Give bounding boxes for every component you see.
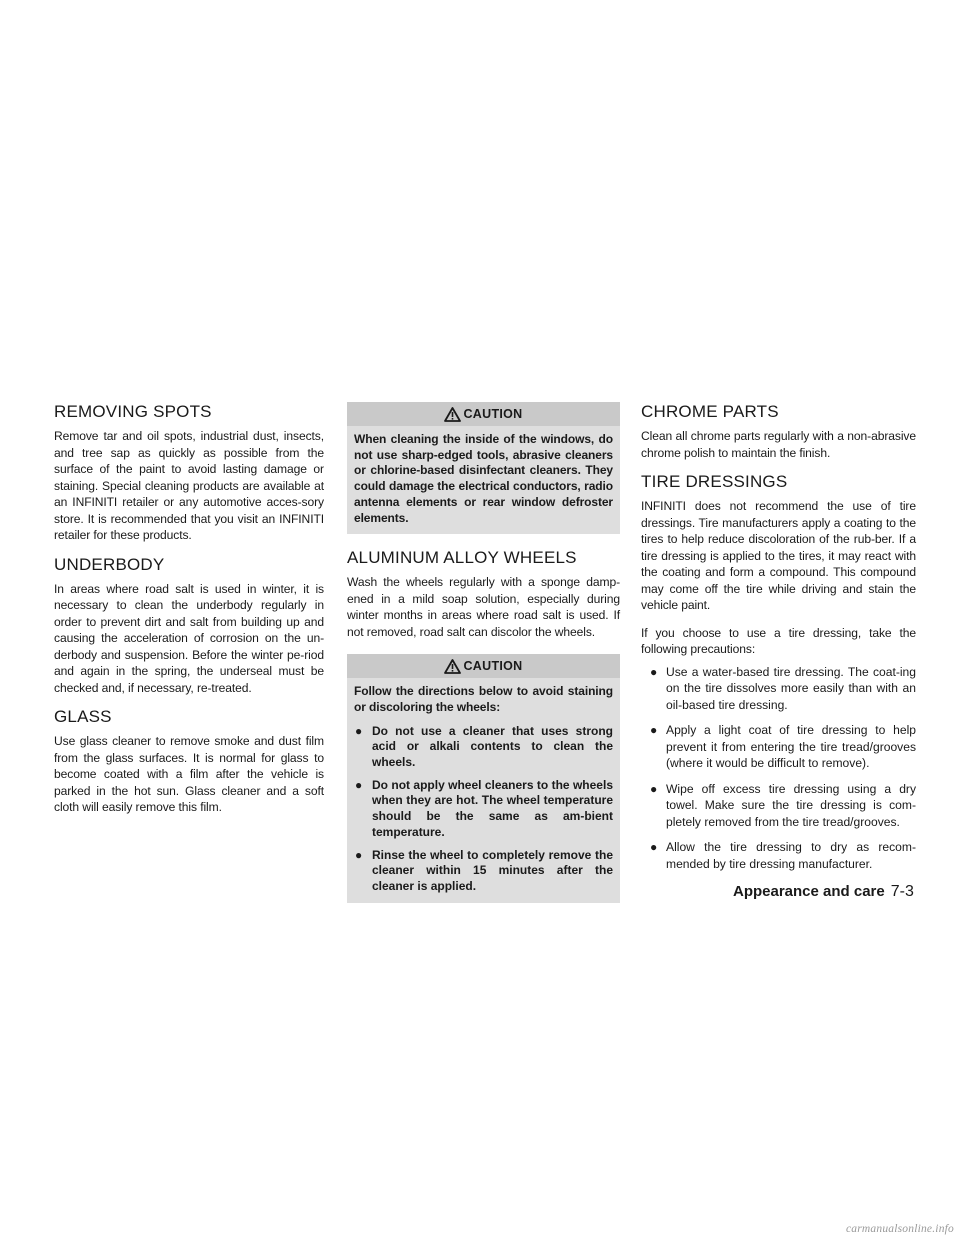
page-footer (733, 883, 914, 901)
list-item: ● Wipe off excess tire dressing using a dry towel. Make sure the tire dressing is com-pletely removed from the tire tread/grooves. (650, 781, 916, 829)
section-title-underbody: UNDERBODY (54, 554, 165, 574)
page-number: 7-3 (890, 883, 914, 900)
tire-precautions-intro: If you choose to use a tire dressing, take the following precautions: (641, 625, 916, 656)
watermark: carmanualsonline.info (845, 1223, 954, 1235)
caution-wheels-list (354, 724, 613, 895)
list-item: ● Rinse the wheel to completely remove the cleaner within 15 minutes after the cleaner is applied. (355, 847, 613, 893)
caution-wheels-intro: Follow the directions below to avoid staining or discoloring the wheels: (354, 684, 613, 714)
caution-header (347, 654, 620, 678)
list-item: ● Do not use a cleaner that uses strong acid or alkali contents to clean the wheels. (355, 723, 613, 770)
list-item: ● Do not apply wheel cleaners to the wheels when they are hot. The wheel temperature should be the same as am-bient temperature. (355, 777, 613, 839)
chrome-text: Clean all chrome parts regularly with a non-abrasive chrome polish to maintain the finish. (641, 429, 916, 460)
underbody-text: In areas where road salt is used in winter, it is necessary to clean the underbody regularly in order to prevent dirt and salt from building up and causing the acceleration of corrosion on the un-derbody and suspension. Before the winter pe-riod and again in the spring, the underseal must be checked and, if necessary, re-treated. (54, 581, 324, 695)
warning-triangle-icon (444, 407, 461, 422)
bullet-icon: ● (355, 723, 363, 738)
column-middle (347, 402, 620, 903)
caution-box-windows (347, 402, 620, 534)
tire-dressings-text: INFINITI does not recommend the use of tire dressings. Tire manufacturers apply a coating to the tires to help reduce discoloration of the rub-ber. If a tire dressing is applied to the tires, it may react with the coating and form a compound. This compound may come off the tire while driving and stain the vehicle paint. (641, 499, 916, 612)
column-left (54, 402, 324, 827)
caution-label: CAUTION (463, 659, 523, 674)
glass-text: Use glass cleaner to remove smoke and dust film from the glass surfaces. It is normal for glass to become coated with a film after the vehicle is parked in the hot sun. Glass cleaner and a soft cloth will easily remove this film. (54, 734, 324, 814)
section-title-chrome-parts: CHROME PARTS (641, 402, 779, 421)
bullet-icon: ● (355, 777, 363, 792)
section-title-aluminum-alloy-wheels: ALUMINUM ALLOY WHEELS (347, 548, 577, 568)
caution-label: CAUTION (463, 407, 523, 421)
section-title-tire-dressings: TIRE DRESSINGS (641, 472, 788, 491)
alloy-wheels-text: Wash the wheels regularly with a sponge damp-ened in a mild soap solution, especially during winter months in areas where road salt is used. If not removed, road salt can discolor the wheels. (347, 575, 620, 639)
bullet-icon: ● (650, 664, 658, 679)
bullet-icon: ● (355, 847, 363, 862)
footer-section-title: Appearance and care (733, 883, 885, 900)
tire-precautions-list (641, 664, 916, 873)
caution-box-wheels (347, 654, 620, 902)
bullet-icon: ● (650, 723, 658, 737)
bullet-icon: ● (650, 840, 658, 854)
list-item: ● Apply a light coat of tire dressing to help prevent it from entering the tire tread/grooves (where it would be difficult to remove). (650, 723, 916, 770)
section-title-glass: GLASS (54, 707, 112, 726)
warning-triangle-icon (444, 659, 461, 674)
removing-spots-text: Remove tar and oil spots, industrial dust, insects, and tree sap as quickly as possible from the surface of the paint to avoid lasting damage or staining. Special cleaning products are available at an INFINITI retailer or any automotive acces-sory store. It is recommended that you visit an INFINITI retailer for these products. (54, 429, 324, 542)
caution-header (347, 402, 620, 426)
list-item: ● Allow the tire dressing to dry as recom-mended by tire dressing manufacturer. (650, 840, 916, 871)
bullet-icon: ● (650, 781, 658, 796)
list-item: ● Use a water-based tire dressing. The coat-ing on the tire dissolves more easily than with an oil-based tire dressing. (650, 664, 916, 712)
caution-windows-text: When cleaning the inside of the windows, do not use sharp-edged tools, abrasive cleaners or chlorine-based disinfectant cleaners. They could damage the electrical conductors, radio antenna elements or rear window defroster elements. (354, 432, 613, 525)
column-right (641, 402, 916, 881)
section-title-removing-spots: REMOVING SPOTS (54, 402, 212, 421)
